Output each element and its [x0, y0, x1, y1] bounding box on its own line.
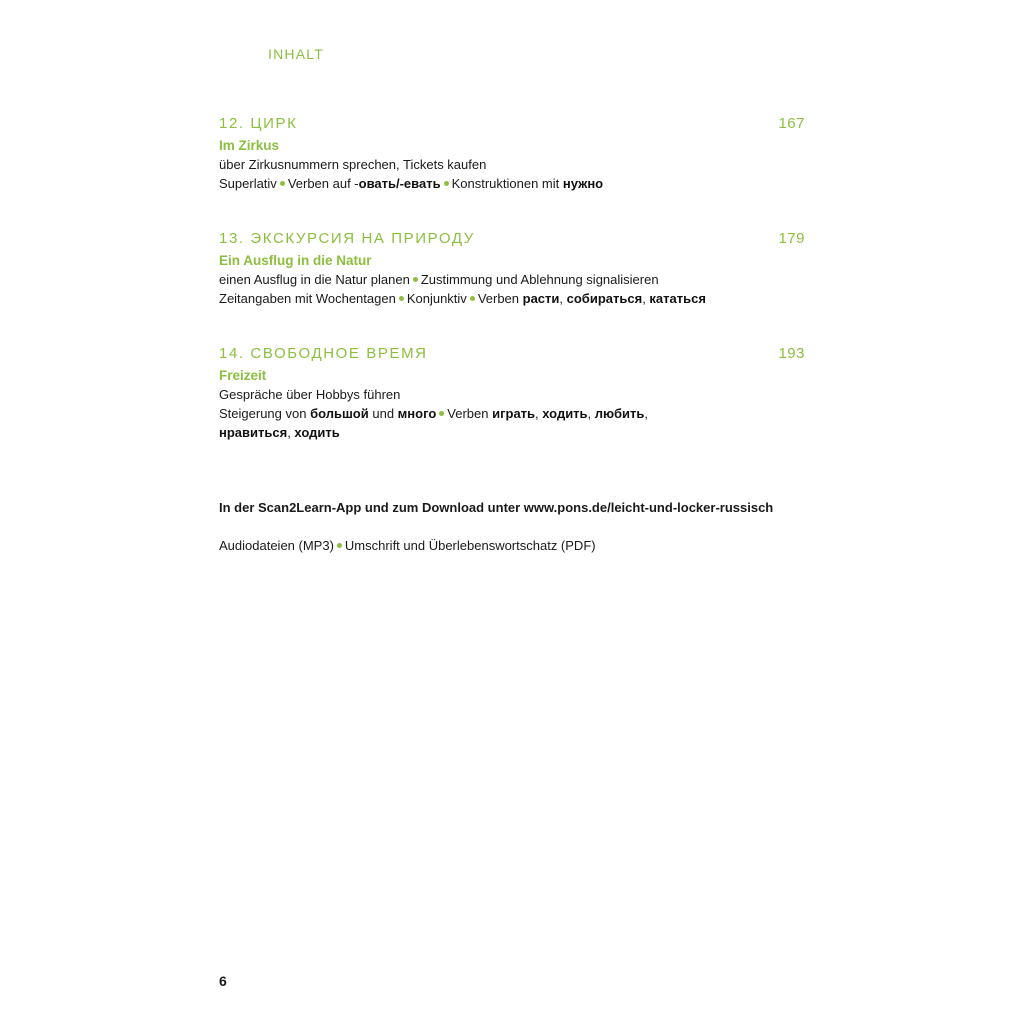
- chapter-grammar-topics: [219, 404, 805, 423]
- topic-keyword: ходить: [294, 425, 340, 440]
- section-header: INHALT: [268, 46, 324, 62]
- toc-chapter-13: [219, 230, 805, 308]
- chapter-grammar-topics: [219, 289, 805, 308]
- chapter-heading-row: [219, 115, 805, 135]
- topic-text: und: [368, 406, 398, 421]
- toc-chapter-14: [219, 345, 805, 442]
- topic-keyword: нужно: [562, 176, 604, 191]
- topic-keyword: много: [397, 406, 437, 421]
- chapter-description: Gespräche über Hobbys führen: [219, 387, 401, 402]
- chapter-subtitle: Im Zirkus: [219, 138, 280, 153]
- topic-text: ,: [287, 425, 295, 440]
- topic-text: ,: [559, 291, 567, 306]
- chapter-subtitle: Freizeit: [219, 368, 267, 383]
- toc-chapter-12: [219, 115, 805, 193]
- chapter-grammar-topics: [219, 174, 805, 193]
- chapter-page-number: 179: [778, 230, 805, 247]
- chapter-title: 14. СВОБОДНОЕ ВРЕМЯ: [219, 345, 428, 362]
- topic-text: Superlativ: [219, 176, 277, 191]
- bullet-dot-icon: [444, 181, 449, 186]
- bullet-dot-icon: [280, 181, 285, 186]
- topic-keyword: кататься: [649, 291, 706, 306]
- topic-text: ,: [535, 406, 543, 421]
- chapter-title: 12. ЦИРК: [219, 115, 298, 132]
- download-item: Umschrift und Überlebenswortschatz (PDF): [344, 538, 596, 553]
- topic-text: Zeitangaben mit Wochentagen: [219, 291, 396, 306]
- topic-text: Verben: [477, 291, 523, 306]
- topic-text: ,: [587, 406, 595, 421]
- topic-text: Konstruktionen mit: [451, 176, 563, 191]
- bullet-dot-icon: [399, 296, 404, 301]
- topic-keyword: овать/-евать: [358, 176, 441, 191]
- topic-text: Verben: [447, 406, 493, 421]
- chapter-heading-row: [219, 345, 805, 365]
- topic-keyword: большой: [310, 406, 369, 421]
- topic-text: ,: [644, 406, 648, 421]
- chapter-description: über Zirkusnummern sprechen, Tickets kaufen: [219, 157, 487, 172]
- bullet-dot-icon: [439, 411, 444, 416]
- topic-keyword: любить: [594, 406, 645, 421]
- topic-text: ,: [642, 291, 650, 306]
- topic-keyword: играть: [492, 406, 536, 421]
- bullet-dot-icon: [337, 543, 342, 548]
- chapter-page-number: 167: [778, 115, 805, 132]
- chapter-description: [219, 270, 805, 289]
- topic-keyword: нравиться: [219, 425, 288, 440]
- download-section: [219, 499, 819, 555]
- bullet-dot-icon: [413, 277, 418, 282]
- bullet-dot-icon: [470, 296, 475, 301]
- topic-keyword: ходить: [542, 406, 588, 421]
- topic-text: einen Ausflug in die Natur planen: [219, 272, 410, 287]
- topic-text: Zustimmung und Ablehnung signalisieren: [420, 272, 659, 287]
- download-title: In der Scan2Learn-App und zum Download unter www.pons.de/leicht-und-locker-russisch: [219, 500, 774, 515]
- topic-text: Steigerung von: [219, 406, 311, 421]
- download-item: Audiodateien (MP3): [219, 538, 334, 553]
- page-number: 6: [219, 973, 227, 989]
- topic-text: Verben auf -: [287, 176, 359, 191]
- chapter-page-number: 193: [778, 345, 805, 362]
- chapter-grammar-topics-continued: [219, 423, 805, 442]
- chapter-subtitle: Ein Ausflug in die Natur: [219, 253, 372, 268]
- topic-keyword: расти: [522, 291, 560, 306]
- chapter-heading-row: [219, 230, 805, 250]
- download-items: [219, 537, 819, 555]
- topic-keyword: собираться: [566, 291, 643, 306]
- topic-text: Konjunktiv: [406, 291, 467, 306]
- chapter-title: 13. ЭКСКУРСИЯ НА ПРИРОДУ: [219, 230, 475, 247]
